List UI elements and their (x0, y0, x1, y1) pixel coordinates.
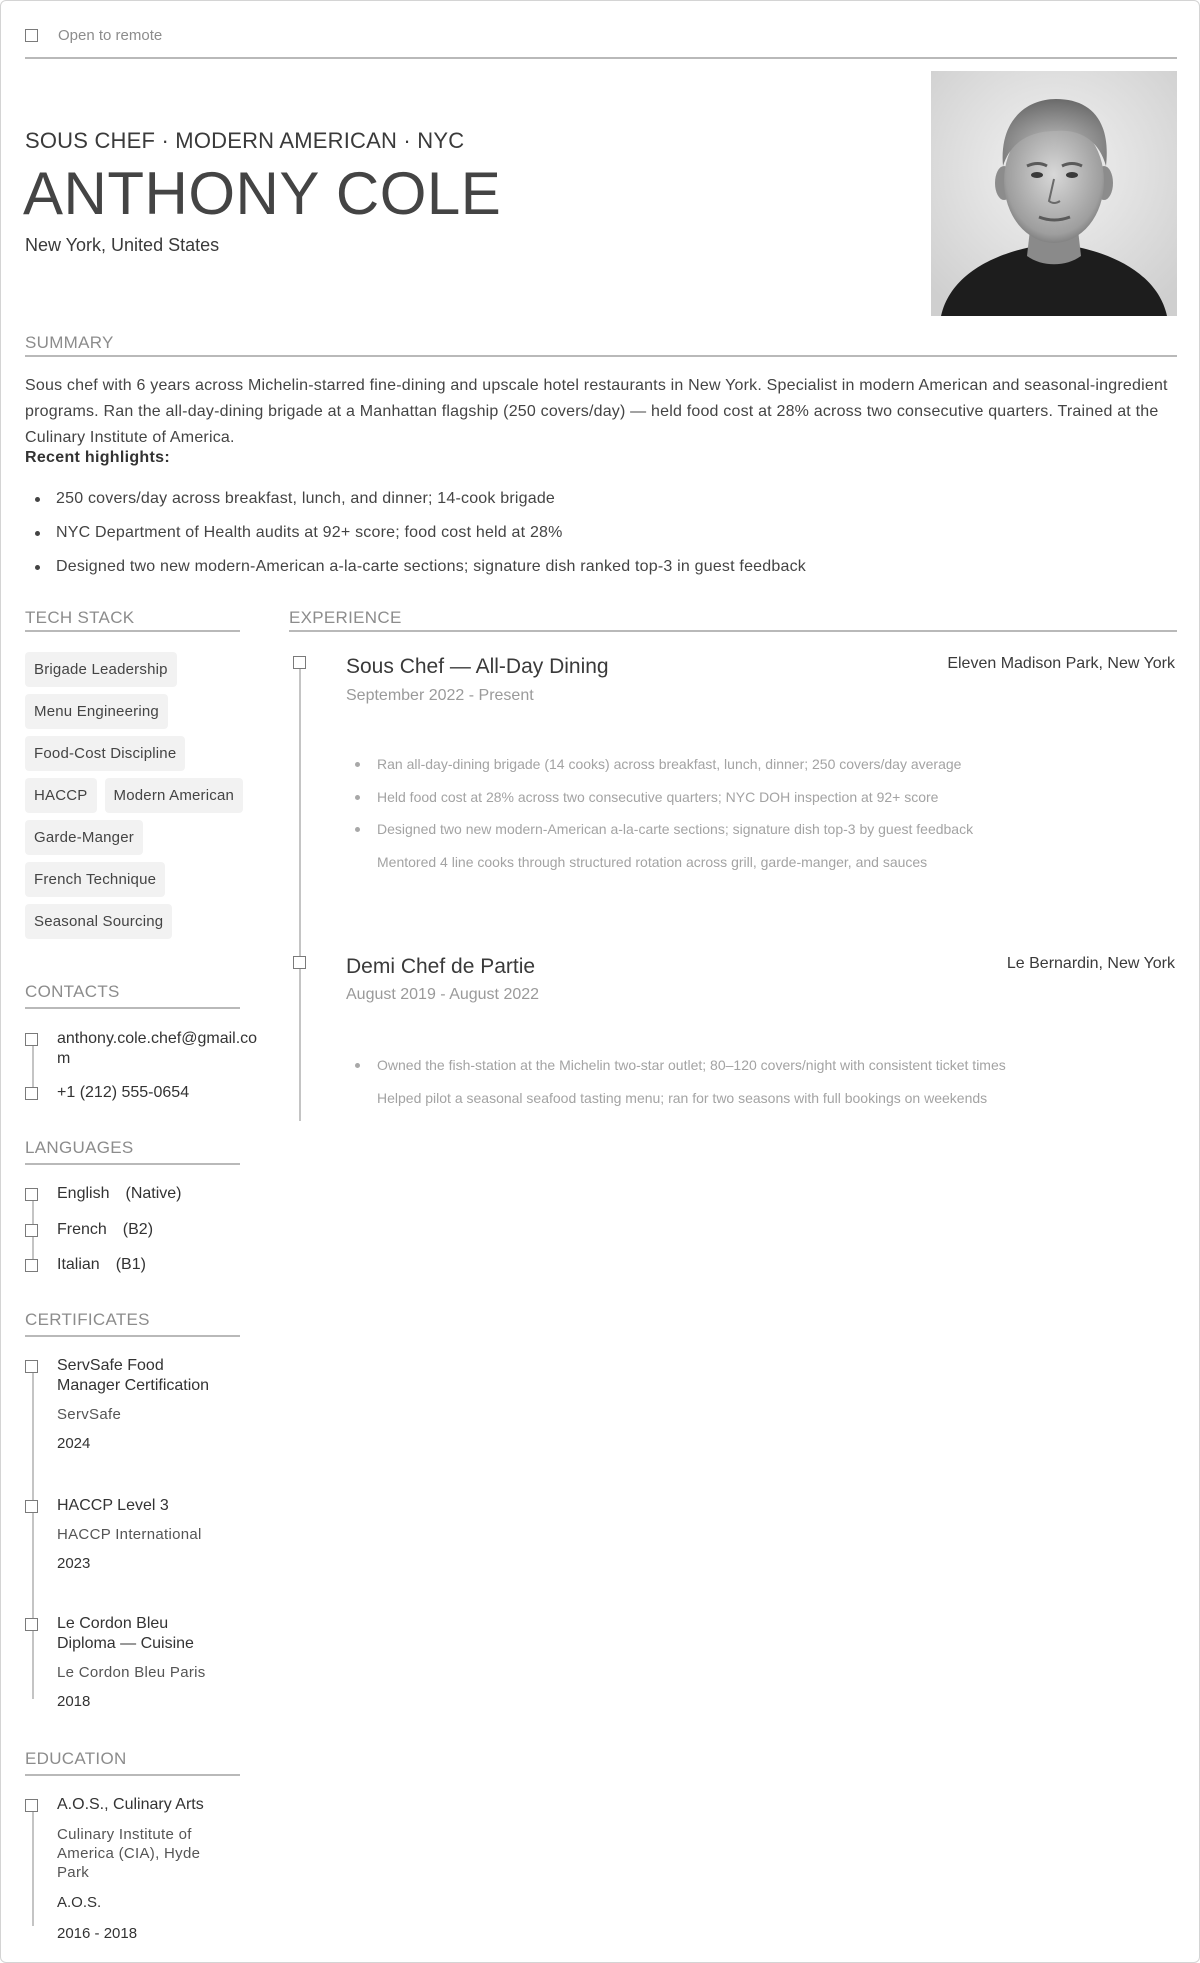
contact-phone[interactable] (25, 1083, 189, 1103)
education-school: Culinary Institute of America (CIA), Hyde Park (57, 1826, 201, 1881)
divider (25, 1007, 240, 1009)
certificate-name: Le Cordon Bleu Diploma — Cuisine (57, 1615, 194, 1652)
highlight-item: Designed two new modern-American a-la-carte sections; signature dish ranked top-3 in guest feedback (25, 557, 1175, 577)
experience-bullets (345, 1056, 1006, 1121)
experience-role: Demi Chef de Partie (346, 955, 536, 978)
highlight-item: 250 covers/day across breakfast, lunch, and dinner; 14-cook brigade (25, 489, 1175, 509)
experience-checkbox[interactable] (293, 956, 306, 969)
divider (25, 57, 1177, 59)
certificate-issuer: Le Cordon Bleu Paris (57, 1664, 206, 1681)
language-level: (B1) (115, 1256, 146, 1273)
certificate-checkbox[interactable] (25, 1360, 38, 1373)
experience-bullet: Ran all-day-dining brigade (14 cooks) across breakfast, lunch, dinner; 250 covers/day average (345, 755, 973, 773)
certificate-year: 2024 (57, 1435, 91, 1452)
portrait-image (931, 71, 1177, 316)
experience-role: Sous Chef — All-Day Dining (346, 655, 609, 678)
highlights-list (25, 489, 1175, 591)
remote-toggle[interactable] (25, 27, 162, 44)
remote-label: Open to remote (58, 27, 163, 44)
skill-tag: Seasonal Sourcing (25, 904, 172, 939)
skill-tag: Modern American (105, 778, 244, 813)
divider (25, 355, 1177, 357)
experience-bullet: Helped pilot a seasonal seafood tasting menu; ran for two seasons with full bookings on weekends (377, 1089, 988, 1106)
profile-photo (931, 71, 1177, 316)
divider (25, 1335, 240, 1337)
language-checkbox[interactable] (25, 1188, 38, 1201)
skill-tag: Brigade Leadership (25, 652, 177, 687)
summary-title: SUMMARY (25, 333, 114, 352)
experience-bullet: Held food cost at 28% across two consecutive quarters; NYC DOH inspection at 92+ score (345, 788, 973, 806)
experience-bullet: Mentored 4 line cooks through structured rotation across grill, garde-manger, and sauces (377, 853, 928, 870)
experience-bullets (345, 755, 973, 885)
experience-title: EXPERIENCE (289, 608, 402, 627)
candidate-name: ANTHONY COLE (23, 160, 502, 227)
skill-tag: Menu Engineering (25, 694, 168, 729)
skill-tag: HACCP (25, 778, 97, 813)
certificate-year: 2023 (57, 1555, 91, 1572)
timeline-line (299, 669, 301, 1121)
tech-stack-title: TECH STACK (25, 608, 135, 627)
phone-checkbox[interactable] (25, 1087, 38, 1100)
contact-email[interactable] (25, 1029, 257, 1069)
experience-place: Le Bernardin, New York (1006, 955, 1175, 972)
language-level: (B2) (122, 1221, 154, 1238)
language-item (25, 1220, 153, 1240)
divider (25, 1163, 240, 1165)
education-years: 2016 - 2018 (57, 1925, 138, 1942)
certificate-year: 2018 (57, 1693, 91, 1710)
divider (25, 630, 240, 632)
education-short-degree: A.O.S. (57, 1894, 102, 1911)
candidate-location: New York, United States (25, 235, 220, 255)
email-checkbox[interactable] (25, 1033, 38, 1046)
remote-checkbox[interactable] (25, 29, 38, 42)
certificate-checkbox[interactable] (25, 1618, 38, 1631)
language-name: English (57, 1185, 110, 1202)
tech-stack-tags (25, 652, 245, 939)
language-name: Italian (57, 1256, 100, 1273)
summary-text: Sous chef with 6 years across Michelin-starred fine-dining and upscale hotel restaurants in New York. Specialist in modern American and seasonal-ingredient programs. Ran the all-day-dining brigade at a Manhattan flagship (250 covers/day) — held food cost at 28% across two consecutive quarters. Trained at the Culinary Institute of America. (25, 377, 1168, 446)
highlight-item: NYC Department of Health audits at 92+ score; food cost held at 28% (25, 523, 1175, 543)
language-item (25, 1184, 182, 1204)
experience-dates: September 2022 - Present (346, 687, 534, 704)
language-item (25, 1255, 146, 1275)
highlights-label: Recent highlights: (25, 449, 170, 466)
experience-place: Eleven Madison Park, New York (947, 655, 1175, 672)
certificate-issuer: HACCP International (57, 1526, 202, 1543)
education-checkbox[interactable] (25, 1799, 38, 1812)
certificate-item (25, 1614, 227, 1712)
languages-title: LANGUAGES (25, 1138, 134, 1157)
email-line-2: m (57, 1050, 71, 1067)
language-name: French (57, 1221, 107, 1238)
experience-bullet: Owned the fish-station at the Michelin two-star outlet; 80–120 covers/night with consistent ticket times (345, 1056, 1006, 1074)
experience-checkbox[interactable] (293, 656, 306, 669)
job-title: SOUS CHEF · MODERN AMERICAN · NYC (25, 128, 465, 153)
language-checkbox[interactable] (25, 1224, 38, 1237)
skill-tag: Food-Cost Discipline (25, 736, 185, 771)
certificate-name: HACCP Level 3 (57, 1497, 169, 1514)
email-line-1: anthony.cole.chef@gmail.co (57, 1030, 258, 1047)
certificates-title: CERTIFICATES (25, 1310, 150, 1329)
divider (289, 630, 1177, 632)
phone-number: +1 (212) 555-0654 (57, 1084, 190, 1101)
certificate-issuer: ServSafe (57, 1406, 122, 1423)
certificate-checkbox[interactable] (25, 1500, 38, 1513)
certificate-name: ServSafe Food Manager Certification (57, 1357, 210, 1394)
experience-dates: August 2019 - August 2022 (346, 986, 540, 1003)
skill-tag: Garde-Manger (25, 820, 143, 855)
contacts-title: CONTACTS (25, 982, 120, 1001)
experience-bullet: Designed two new modern-American a-la-carte sections; signature dish top-3 by guest feedback (345, 820, 973, 838)
language-level: (Native) (125, 1185, 182, 1202)
education-item (25, 1795, 232, 1944)
skill-tag: French Technique (25, 862, 165, 897)
language-checkbox[interactable] (25, 1259, 38, 1272)
education-title: EDUCATION (25, 1749, 127, 1768)
divider (25, 1774, 240, 1776)
certificate-item (25, 1496, 227, 1574)
certificate-item (25, 1356, 227, 1454)
education-degree: A.O.S., Culinary Arts (57, 1796, 204, 1813)
